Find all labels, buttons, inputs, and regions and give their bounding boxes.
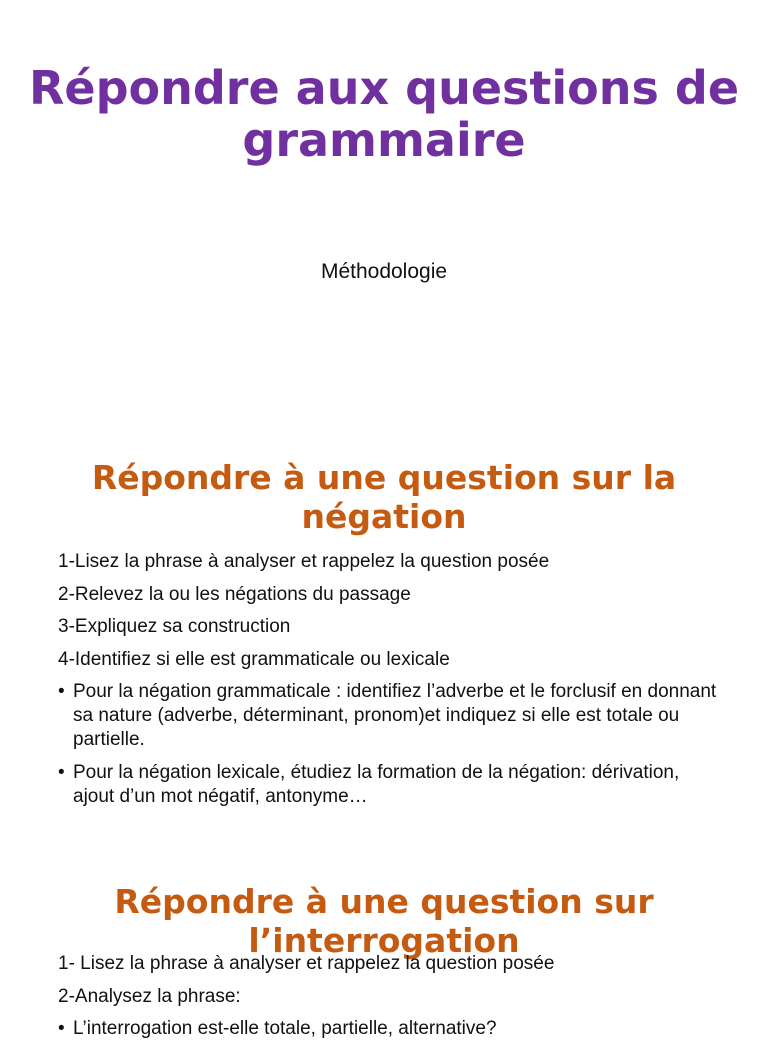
- interrogation-content: [58, 952, 718, 1050]
- main-title: Répondre aux questions de grammaire: [28, 61, 740, 167]
- slide-negation: [0, 440, 768, 840]
- section-title-interrogation: Répondre à une question sur l’interrogation: [114, 882, 654, 960]
- step-line: 4-Identifiez si elle est grammaticale ou lexicale: [58, 648, 450, 670]
- step-line: 2-Relevez la ou les négations du passage: [58, 583, 411, 605]
- step-line: 2-Analysez la phrase:: [58, 985, 241, 1007]
- slide-title: [0, 0, 768, 420]
- step-line: 1-Lisez la phrase à analyser et rappelez la question posée: [58, 551, 550, 572]
- subtitle: Méthodologie: [320, 260, 448, 283]
- slide-interrogation: [0, 870, 768, 1039]
- bullet-item: • Pour la négation grammaticale : identifiez l’adverbe et le forclusif en donnant sa nature (adverbe, déterminant, pronom)et indiquez si elle est totale ou partielle.: [58, 680, 718, 752]
- bullet-item: • Pour la négation lexicale, étudiez la formation de la négation: dérivation, ajout d’un mot négatif, antonyme…: [58, 761, 718, 809]
- step-line: 1- Lisez la phrase à analyser et rappelez la question posée: [58, 953, 555, 974]
- step-line: 3-Expliquez sa construction: [58, 616, 291, 637]
- section-title-negation: Répondre à une question sur la négation: [91, 458, 677, 536]
- negation-content: [58, 550, 718, 817]
- bullet-item: • L’interrogation est-elle totale, partielle, alternative?: [58, 1017, 718, 1041]
